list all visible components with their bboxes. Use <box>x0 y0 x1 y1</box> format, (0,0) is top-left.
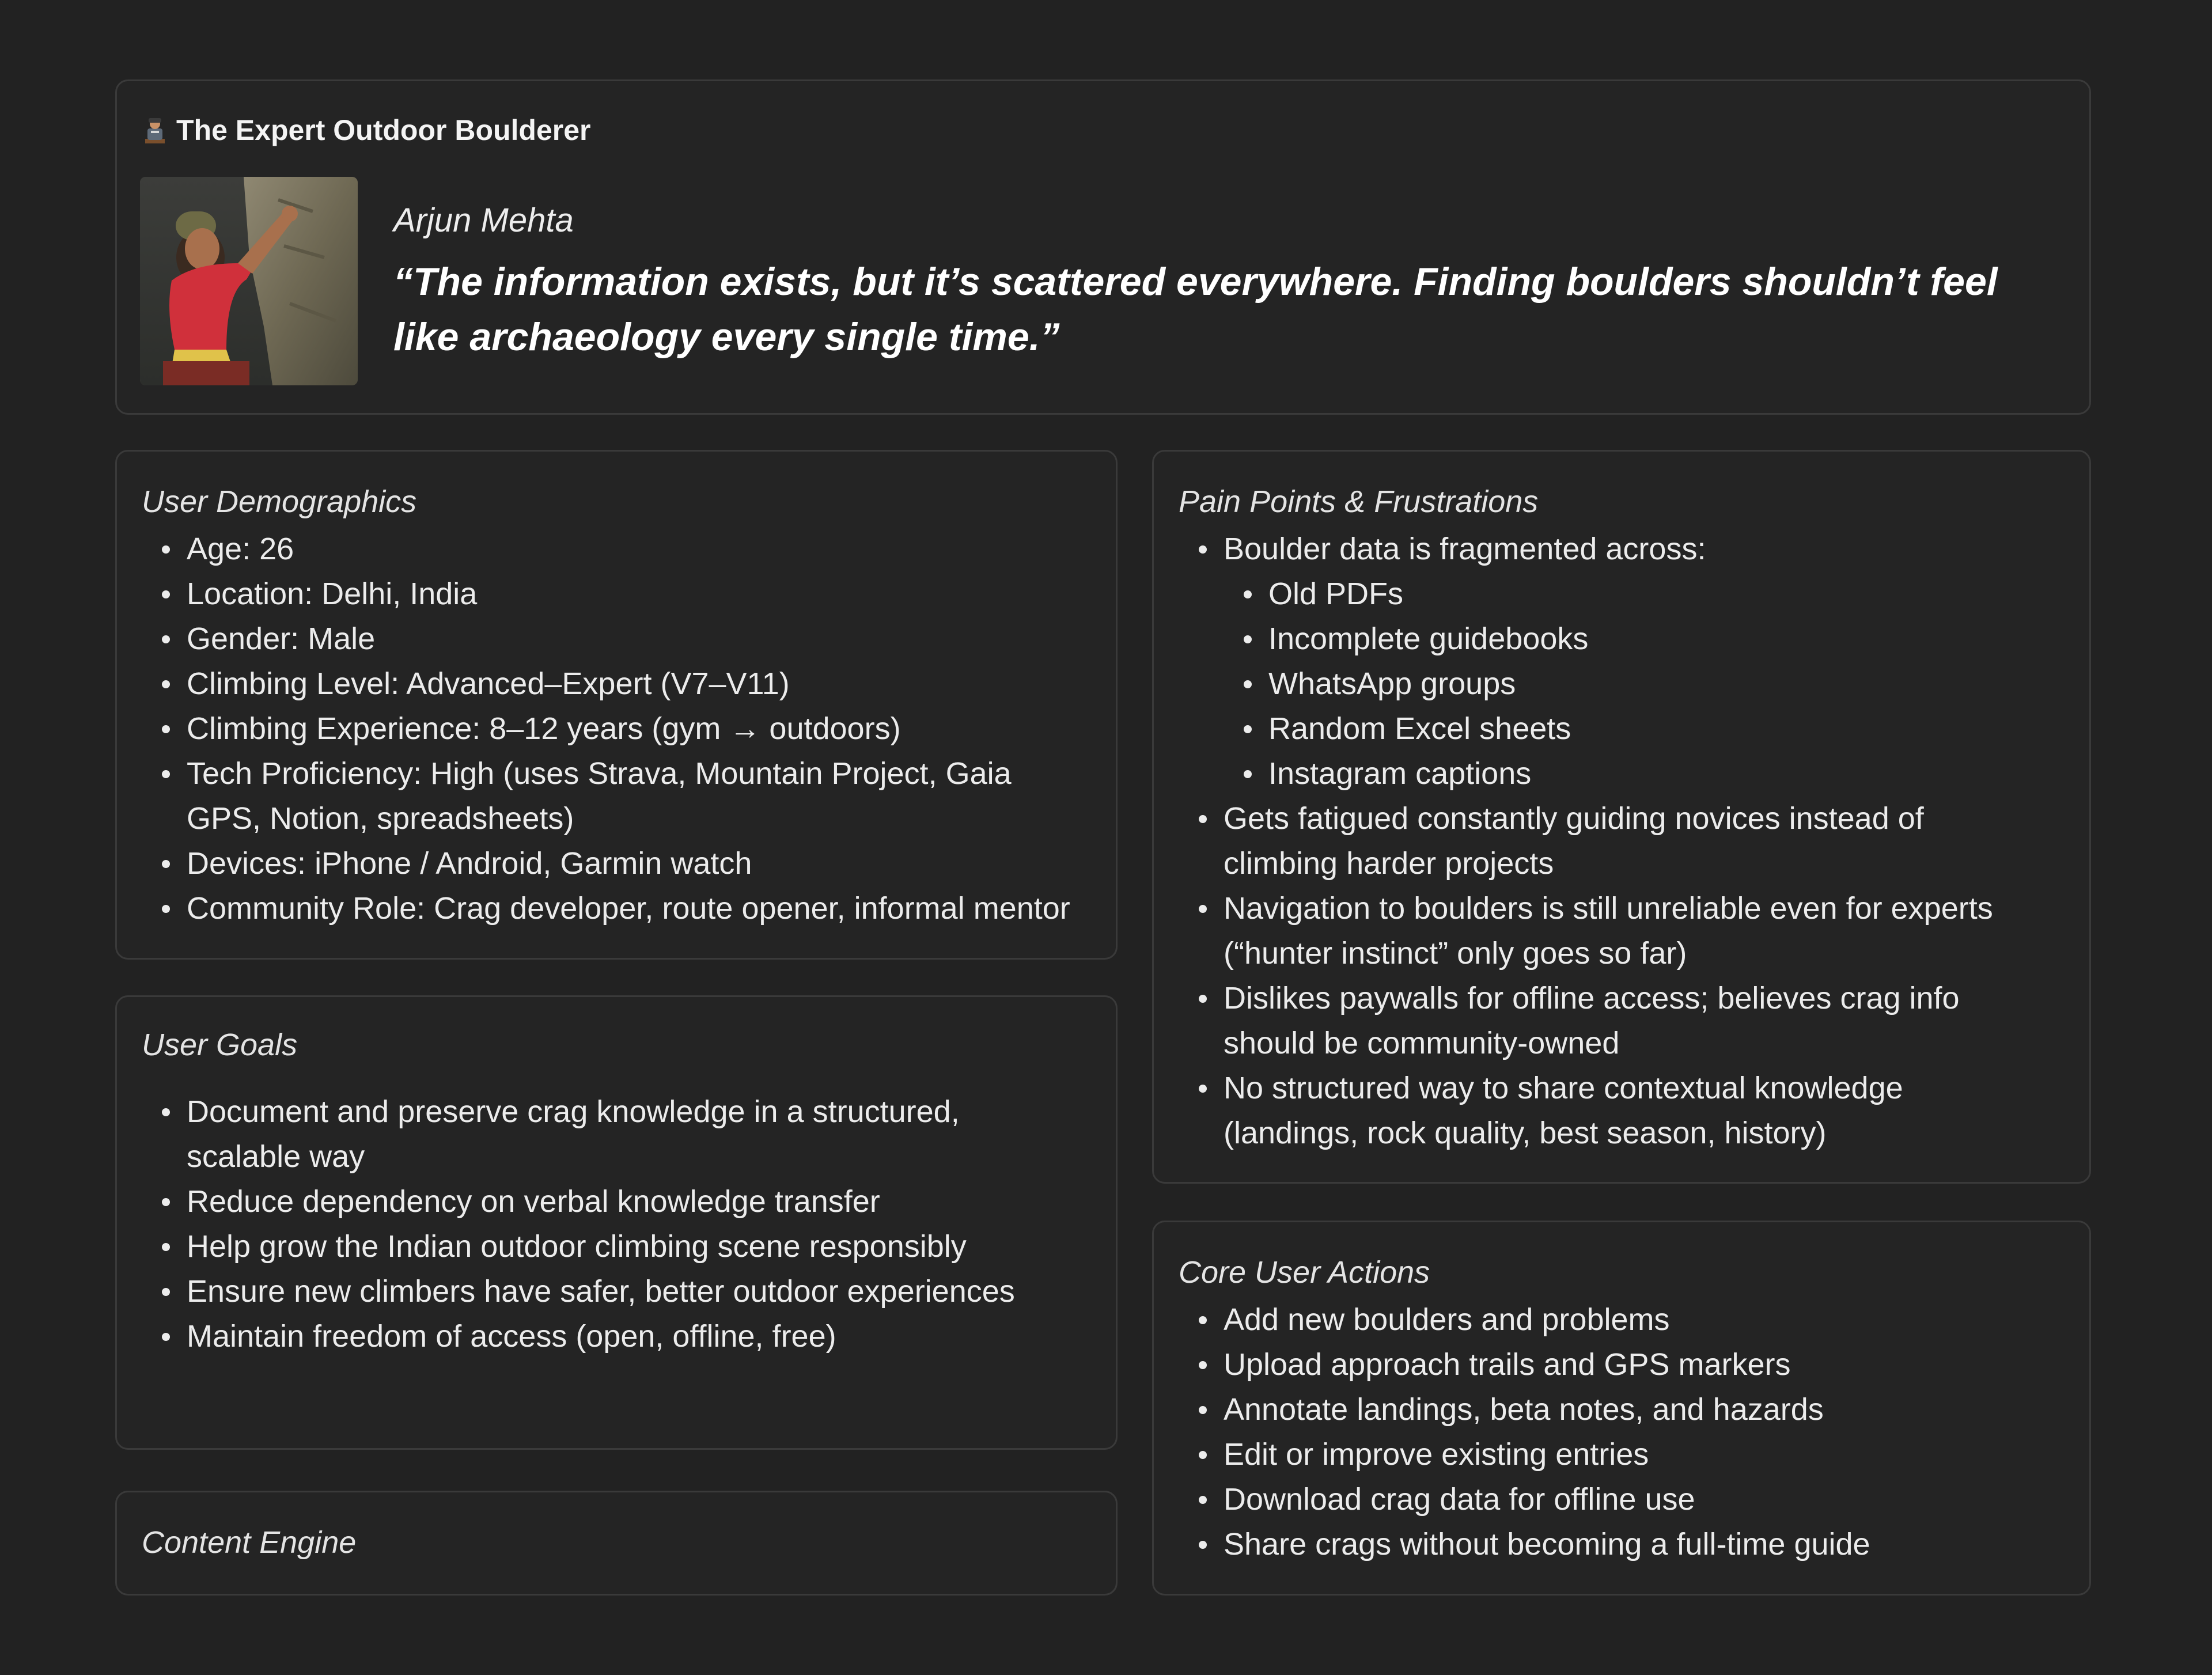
list-item: Add new boulders and problems <box>1224 1297 2093 1342</box>
pain-points-card <box>1152 450 2091 1184</box>
list-item: Gender: Male <box>187 616 1120 661</box>
list-item: Help grow the Indian outdoor climbing scene responsibly <box>187 1224 1120 1269</box>
goals-list <box>142 1089 1120 1359</box>
list-item: Age: 26 <box>187 526 1120 571</box>
list-item: Gets fatigued constantly guiding novices instead of climbing harder projects <box>1224 796 1995 886</box>
goals-title: User Goals <box>142 1028 298 1062</box>
list-item: Edit or improve existing entries <box>1224 1432 2093 1477</box>
persona-card <box>115 79 2091 415</box>
list-item: Annotate landings, beta notes, and hazards <box>1224 1387 2093 1432</box>
list-item: Navigation to boulders is still unreliable even for experts (“hunter instinct” only goes so far) <box>1224 886 2093 976</box>
demographics-list <box>142 526 1120 931</box>
core-actions-title: Core User Actions <box>1179 1255 1430 1290</box>
persona-title <box>142 113 591 147</box>
list-item: Community Role: Crag developer, route opener, informal mentor <box>187 886 1120 931</box>
list-item: Climbing Level: Advanced–Expert (V7–V11) <box>187 661 1120 706</box>
sources-list <box>1224 571 2093 796</box>
demographics-card <box>115 450 1118 960</box>
list-item: Document and preserve crag knowledge in a structured, scalable way <box>187 1089 1028 1179</box>
fragmented-label: Boulder data is fragmented across: <box>1224 532 1706 566</box>
content-engine-title: Content Engine <box>142 1525 357 1560</box>
core-actions-card <box>1152 1221 2091 1596</box>
climber-icon <box>142 116 168 145</box>
demographics-title: User Demographics <box>142 484 417 519</box>
list-item: Download crag data for offline use <box>1224 1477 2093 1522</box>
list-item: Devices: iPhone / Android, Garmin watch <box>187 841 1120 886</box>
list-item: Instagram captions <box>1268 751 2093 796</box>
list-item: WhatsApp groups <box>1268 661 2093 706</box>
persona-title-text: The Expert Outdoor Boulderer <box>176 114 591 146</box>
list-item: Ensure new climbers have safer, better outdoor experiences <box>187 1269 1120 1314</box>
list-item: Maintain freedom of access (open, offline, free) <box>187 1314 1120 1359</box>
pain-points-title: Pain Points & Frustrations <box>1179 484 1539 519</box>
goals-card <box>115 995 1118 1450</box>
list-item: No structured way to share contextual knowledge (landings, rock quality, best season, history) <box>1224 1066 2018 1155</box>
list-item: Reduce dependency on verbal knowledge transfer <box>187 1179 1120 1224</box>
list-item: Location: Delhi, India <box>187 571 1120 616</box>
list-item: Climbing Experience: 8–12 years (gym → outdoors) <box>187 706 1120 751</box>
persona-quote: “The information exists, but it’s scattered everywhere. Finding boulders shouldn’t feel like archaeology every single time.” <box>393 260 1998 359</box>
list-item: Incomplete guidebooks <box>1268 616 2093 661</box>
persona-photo <box>140 177 358 385</box>
list-item: Upload approach trails and GPS markers <box>1224 1342 2093 1387</box>
persona-name: Arjun Mehta <box>393 202 574 239</box>
pain-points-list <box>1179 526 2093 1155</box>
list-item: Share crags without becoming a full-time guide <box>1224 1522 2093 1567</box>
list-item: Old PDFs <box>1268 571 2093 616</box>
list-item: Tech Proficiency: High (uses Strava, Mountain Project, Gaia GPS, Notion, spreadsheets) <box>187 751 1062 841</box>
content-engine-card[interactable] <box>115 1491 1118 1596</box>
list-item: Random Excel sheets <box>1268 706 2093 751</box>
list-item: Dislikes paywalls for offline access; believes crag info should be community-owned <box>1224 976 2030 1066</box>
list-item <box>1224 526 2093 796</box>
core-actions-list <box>1179 1297 2093 1567</box>
